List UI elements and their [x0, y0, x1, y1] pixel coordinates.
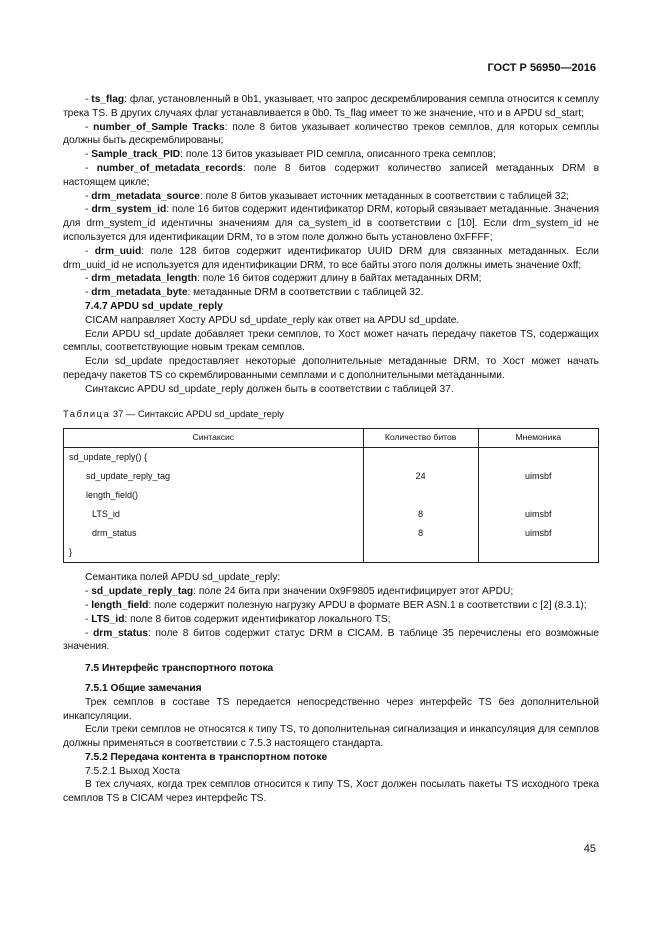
- field-drm-uuid: - drm_uuid: поле 128 битов содержит идентификатор UUID DRM для связанных метаданных. Если drm_uuid_id не используется для идентификации DRM, то все байты этого поля должны иметь значение 0xff;: [63, 245, 599, 271]
- syntax-table: [63, 428, 599, 563]
- table-row: LTS_id 8 uimsbf: [64, 505, 599, 524]
- field-drm-metadata-source: - drm_metadata_source: поле 8 битов указывает источник метаданных в соответствии с таблицей 32;: [85, 190, 569, 202]
- column-header-bits: Количество битов: [363, 429, 478, 448]
- field-sd-update-reply-tag: - sd_update_reply_tag: поле 24 бита при значении 0x9F9805 идентифицирует этот APDU;: [85, 586, 514, 598]
- field-drm-status: - drm_status: поле 8 битов содержит статус DRM в CICAM. В таблице 35 перечислены его возможные значения.: [63, 627, 599, 653]
- paragraph: Если sd_update предоставляет некоторые дополнительные метаданные DRM, то Хост может начать передачу пакетов TS со скремблированными семплами и с дополнительными метаданными.: [63, 356, 599, 381]
- section-heading-7-5: 7.5 Интерфейс транспортного потока: [85, 663, 274, 675]
- subsection-heading-7-5-2-1: 7.5.2.1 Выход Хоста: [85, 765, 180, 777]
- field-sample-track-pid: - Sample_track_PID: поле 13 битов указывает PID семпла, описанного трека семплов;: [85, 149, 496, 161]
- paragraph: Синтаксис APDU sd_update_reply должен быть в соответствии с таблицей 37.: [85, 383, 454, 395]
- field-length-field: - length_field: поле содержит полезную нагрузку APDU в формате BER ASN.1 в соответствии с [2] (8.3.1);: [85, 599, 587, 611]
- page-content: [63, 93, 599, 806]
- table-row: }: [64, 543, 599, 563]
- field-drm-metadata-byte: - drm_metadata_byte: метаданные DRM в соответствии с таблицей 32.: [85, 287, 424, 299]
- table-row: drm_status 8 uimsbf: [64, 524, 599, 543]
- page-number: 45: [583, 843, 596, 855]
- field-drm-metadata-length: - drm_metadata_length: поле 16 битов содержит длину в байтах метаданных DRM;: [85, 273, 482, 285]
- paragraph: Если треки семплов не относятся к типу TS, то дополнительная сигнализация и инкапсуляция для семплов должны применяться в соответствии с 7.5.3 настоящего стандарта.: [63, 724, 599, 750]
- table-row: length_field(): [64, 486, 599, 505]
- column-header-mnemonic: Мнемоника: [478, 429, 598, 448]
- section-heading-7-5-2: 7.5.2 Передача контента в транспортном потоке: [85, 751, 328, 763]
- column-header-syntax: Синтаксис: [64, 429, 364, 448]
- field-drm-system-id: - drm_system_id: поле 16 битов содержит идентификатор DRM, который связывает метаданные. Значения для drm_system_id идентичны значениям для ca_system_id в соответствии с [10]. Если drm_system_id не используется для идентификации DRM, то в этом поле должно быть установлено 0xFFFF;: [63, 204, 599, 243]
- field-number-of-sample-tracks: - number_of_Sample Tracks: поле 8 битов указывает количество треков семплов, для которых семплы должны быть дескремблированы;: [63, 121, 599, 147]
- field-ts-flag: - ts_flag: флаг, установленный в 0b1, указывает, что запрос дескремблирования семпла относится к семплу трека TS. В других случаях флаг устанавливается в 0b0. Ts_flag имеет то же значение, что и в APDU sd_start;: [63, 94, 599, 119]
- table-header-row: [64, 429, 599, 448]
- field-number-of-metadata-records: - number_of_metadata_records: поле 8 битов содержит количество записей метаданных DRM в настоящем цикле;: [63, 162, 599, 188]
- table-row: sd_update_reply_tag 24 uimsbf: [64, 467, 599, 486]
- paragraph: Трек семплов в составе TS передается непосредственно через интерфейс TS без дополнительной инкапсуляции.: [63, 696, 599, 722]
- table-row: sd_update_reply() {: [64, 448, 599, 468]
- paragraph: Если APDU sd_update добавляет треки семплов, то Хост может начать передачу пакетов TS, содержащих семплы, соответствующие новым трекам семплов.: [63, 328, 599, 354]
- paragraph: Семантика полей APDU sd_update_reply:: [85, 572, 281, 584]
- standard-header: ГОСТ Р 56950—2016: [487, 62, 596, 74]
- section-heading-7-4-7: 7.4.7 APDU sd_update_reply: [85, 300, 223, 312]
- field-lts-id: - LTS_id: поле 8 битов содержит идентификатор локального TS;: [85, 613, 391, 625]
- section-heading-7-5-1: 7.5.1 Общие замечания: [85, 682, 202, 694]
- paragraph: CICAM направляет Хосту APDU sd_update_reply как ответ на APDU sd_update.: [85, 314, 460, 326]
- paragraph: В тех случаях, когда трек семплов относится к типу TS, Хост должен посылать пакеты TS исходного трека семплов TS в CICAM через интерфейс TS.: [63, 779, 599, 805]
- table-caption: Таблица 37 — Синтаксис APDU sd_update_reply: [63, 407, 284, 419]
